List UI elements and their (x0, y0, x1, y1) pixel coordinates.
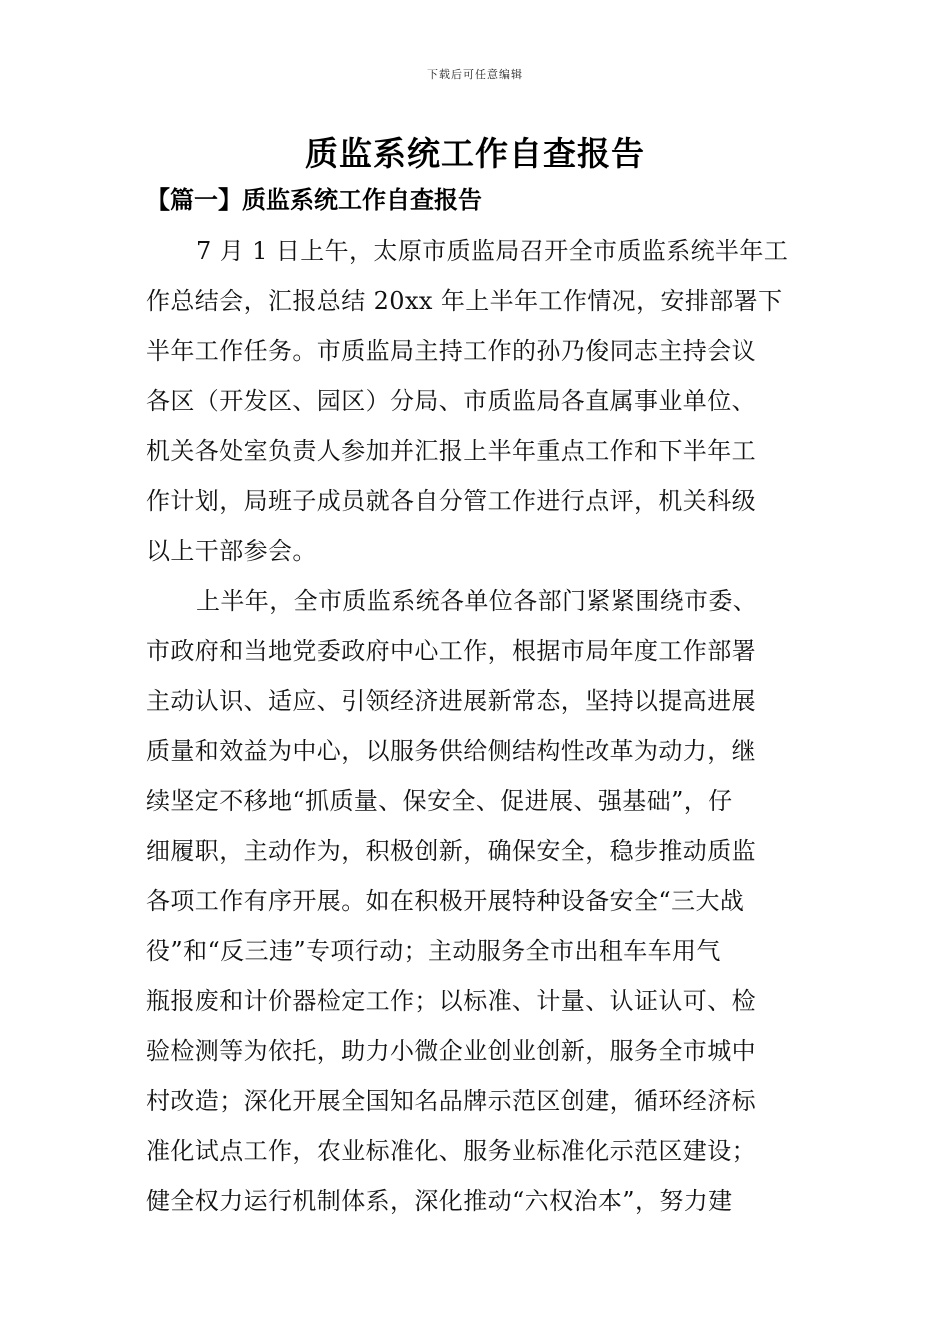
text-line: 续坚定不移地“抓质量、保安全、促进展、强基础”，仔 (146, 787, 733, 815)
text-line: 市政府和当地党委政府中心工作，根据市局年度工作部署 (146, 637, 756, 665)
section-heading: 【篇一】质监系统工作自查报告 (146, 185, 482, 214)
document-title: 质监系统工作自查报告 (305, 134, 645, 173)
text-line: 半年工作任务。市质监局主持工作的孙乃俊同志主持会议 (146, 337, 756, 365)
text-line: 上半年，全市质监系统各单位各部门紧紧围绕市委、 (196, 587, 758, 615)
text-line: 机关各处室负责人参加并汇报上半年重点工作和下半年工 (146, 437, 756, 465)
text-line: 各区（开发区、园区）分局、市质监局各直属事业单位、 (146, 387, 756, 415)
text-line: 作计划，局班子成员就各自分管工作进行点评，机关科级 (146, 487, 756, 515)
text-line: 准化试点工作，农业标准化、服务业标准化示范区建设； (146, 1137, 756, 1165)
text-line: 健全权力运行机制体系，深化推动“六权治本”，努力建 (146, 1187, 733, 1215)
text-line: 质量和效益为中心，以服务供给侧结构性改革为动力，继 (146, 737, 756, 765)
text-line: 验检测等为依托，助力小微企业创业创新，服务全市城中 (146, 1037, 756, 1065)
text-line: 各项工作有序开展。如在积极开展特种设备安全“三大战 (146, 887, 745, 915)
text-line: 细履职，主动作为，积极创新，确保安全，稳步推动质监 (146, 837, 756, 865)
header-note: 下载后可任意编辑 (427, 68, 523, 81)
text-line: 瓶报废和计价器检定工作；以标准、计量、认证认可、检 (146, 987, 756, 1015)
text-line: 村改造；深化开展全国知名品牌示范区创建，循环经济标 (146, 1087, 756, 1115)
text-line: 作总结会，汇报总结 20xx 年上半年工作情况，安排部署下 (146, 287, 783, 315)
text-line: 主动认识、适应、引领经济进展新常态，坚持以提高进展 (146, 687, 756, 715)
text-line: 7 月 1 日上午，太原市质监局召开全市质监系统半年工 (196, 237, 789, 265)
document-body (146, 226, 810, 1226)
text-line: 役”和“反三违”专项行动；主动服务全市出租车车用气 (146, 937, 721, 965)
text-line: 以上干部参会。 (146, 537, 317, 565)
